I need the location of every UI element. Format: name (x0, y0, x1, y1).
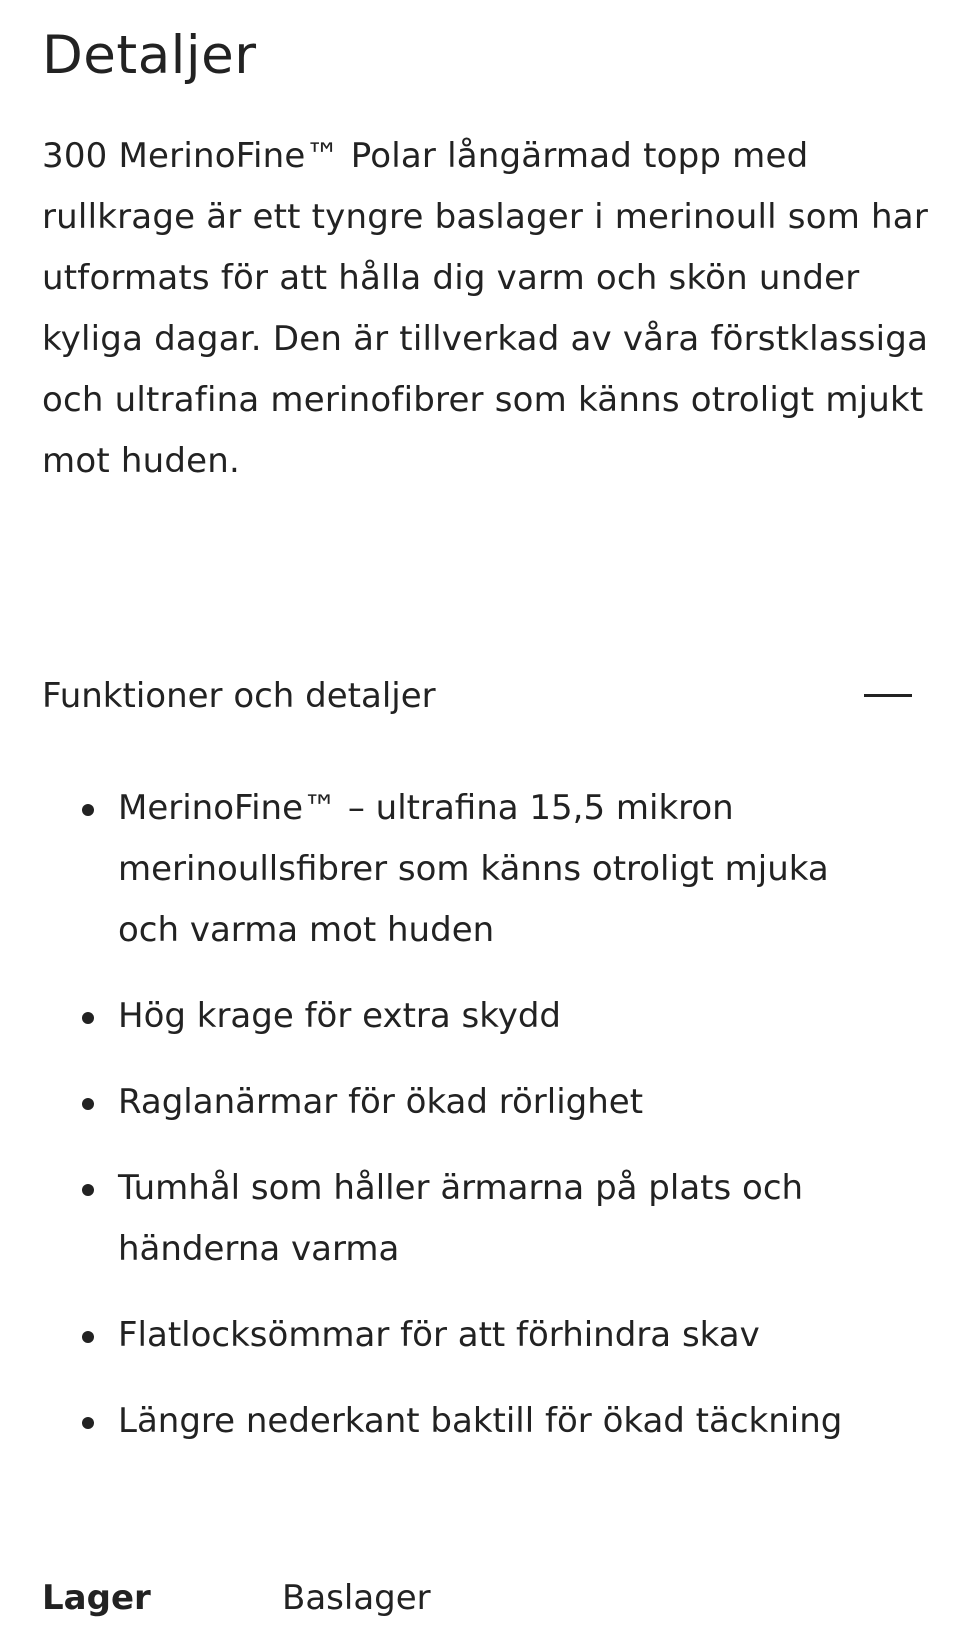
bullet-icon (82, 1012, 94, 1024)
feature-text: Hög krage för extra skydd (118, 996, 561, 1036)
feature-text: Raglanärmar för ökad rörlighet (118, 1082, 644, 1122)
spec-row-layer (42, 1568, 912, 1628)
bullet-icon (82, 804, 94, 816)
feature-text: Längre nederkant baktill för ökad täckning (118, 1401, 843, 1441)
bullet-icon (82, 1184, 94, 1196)
spec-label: Lager (42, 1578, 151, 1618)
feature-text: Flatlocksömmar för att förhindra skav (118, 1315, 760, 1355)
bullet-icon (82, 1331, 94, 1343)
product-description: 300 MerinoFine™ Polar långärmad topp med rullkrage är ett tyngre baslager i merinoull som har utformats för att hålla dig varm och skön under kyliga dagar. Den är tillverkad av våra förstklassiga och ultrafina merinofibrer som känns otroligt mjukt mot huden. (42, 136, 929, 481)
spec-value: Baslager (282, 1578, 431, 1618)
features-accordion-title: Funktioner och detaljer (42, 676, 436, 716)
feature-list-item (82, 1072, 862, 1133)
bullet-icon (82, 1098, 94, 1110)
feature-list (82, 778, 862, 1452)
feature-text: Tumhål som håller ärmarna på plats och händerna varma (118, 1168, 804, 1269)
minus-icon[interactable] (864, 694, 912, 697)
feature-text: MerinoFine™ – ultrafina 15,5 mikron merinoullsfibrer som känns otroligt mjuka och varma mot huden (118, 788, 829, 950)
feature-list-item (82, 986, 862, 1047)
feature-list-item (82, 778, 862, 961)
feature-list-item (82, 1158, 862, 1280)
bullet-icon (82, 1417, 94, 1429)
feature-list-item (82, 1391, 862, 1452)
features-accordion-header[interactable] (42, 666, 912, 726)
feature-list-item (82, 1305, 862, 1366)
page-title: Detaljer (42, 25, 257, 86)
